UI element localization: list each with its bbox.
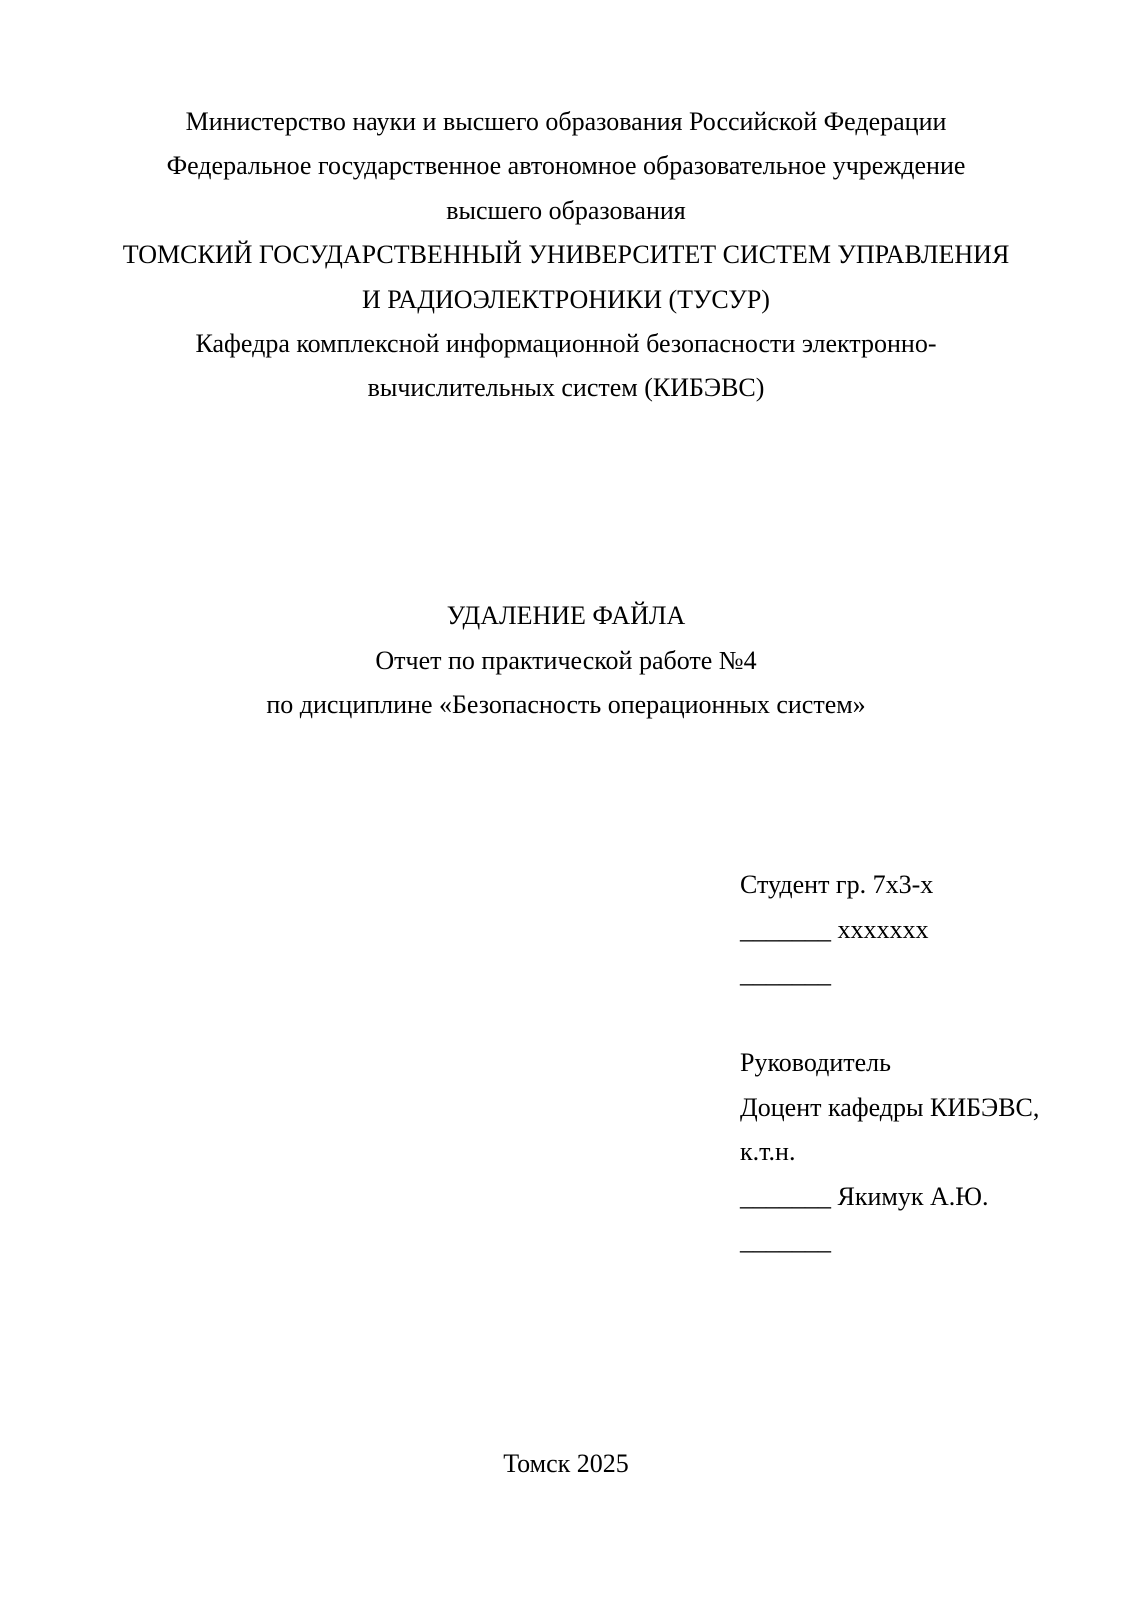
supervisor-position: Доцент кафедры КИБЭВС, [740, 1093, 1040, 1122]
document-title: УДАЛЕНИЕ ФАЙЛА [446, 601, 686, 630]
supervisor-date-line: _______ [740, 1226, 831, 1255]
ministry-line: Министерство науки и высшего образования Российской Федерации [185, 107, 947, 136]
discipline-line: по дисциплине «Безопасность операционных систем» [266, 690, 866, 719]
university-name-line-1: ТОМСКИЙ ГОСУДАРСТВЕННЫЙ УНИВЕРСИТЕТ СИСТЕМ УПРАВЛЕНИЯ [122, 240, 1010, 269]
student-signature-line: _______ ххххххх [740, 915, 929, 944]
institution-type-line-2: высшего образования [446, 196, 686, 225]
student-date-line: _______ [740, 959, 831, 988]
city-year: Томск 2025 [503, 1449, 629, 1478]
department-line-2: вычислительных систем (КИБЭВС) [367, 373, 765, 402]
department-line-1: Кафедра комплексной информационной безопасности электронно- [195, 329, 937, 358]
university-name-line-2: И РАДИОЭЛЕКТРОНИКИ (ТУСУР) [362, 285, 770, 314]
report-subtitle: Отчет по практической работе №4 [375, 646, 757, 675]
institution-type-line-1: Федеральное государственное автономное образовательное учреждение [166, 151, 966, 180]
supervisor-role: Руководитель [740, 1048, 891, 1077]
student-group: Студент гр. 7х3-х [740, 870, 934, 899]
supervisor-signature-line: _______ Якимук А.Ю. [740, 1182, 989, 1211]
supervisor-degree: к.т.н. [740, 1137, 796, 1166]
